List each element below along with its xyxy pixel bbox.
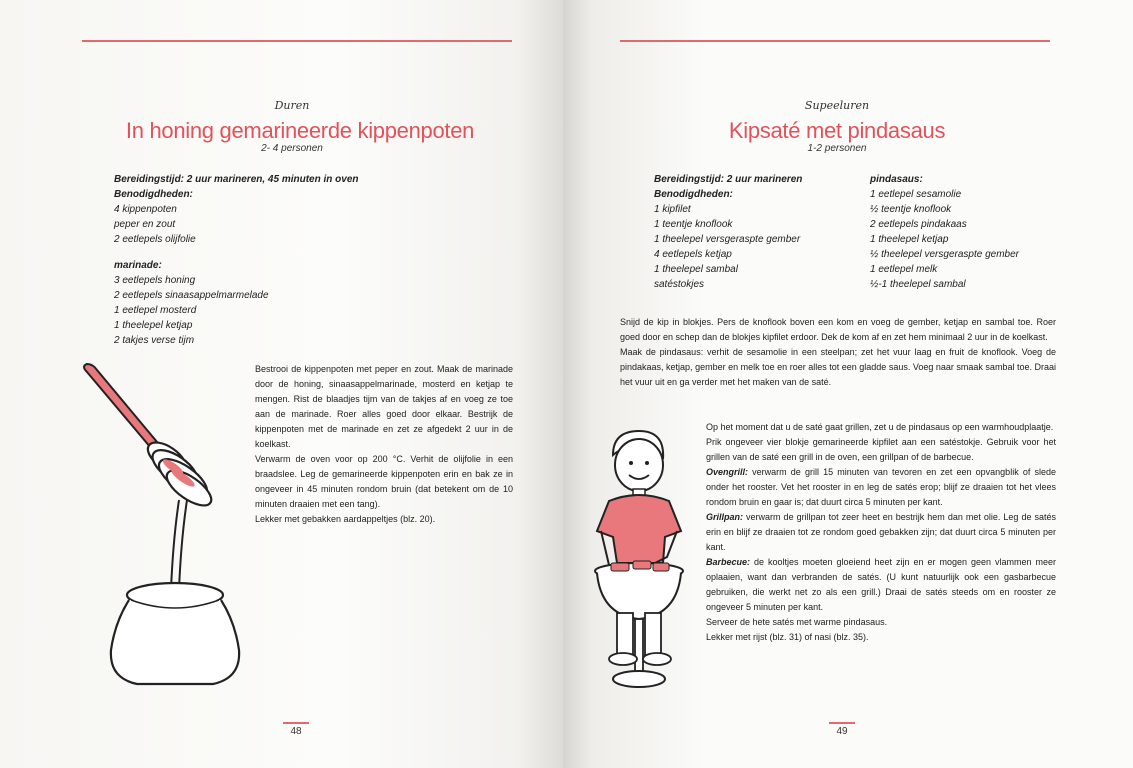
- ingredient: 1 theelepel sambal: [654, 264, 738, 275]
- ingredient: 2 eetlepels olijfolie: [114, 234, 196, 245]
- category-label: Duren: [274, 99, 310, 112]
- step: Prik ongeveer vier blokje gemarineerde kipfilet aan een satéstokje. Gebruik voor het grillen van de saté een grill in de oven, een grillpan of de barbecue.: [706, 437, 1056, 462]
- honey-pot-illustration: [75, 360, 245, 690]
- needed-label: Benodigdheden:: [114, 189, 193, 200]
- page-number-bar: [829, 722, 855, 724]
- prep-time: Bereidingstijd: 2 uur marineren: [654, 174, 803, 185]
- servings: 2- 4 personen: [261, 143, 323, 154]
- ingredient: peper en zout: [114, 219, 176, 230]
- step-bbq: [706, 555, 1056, 615]
- step: Op het moment dat u de saté gaat grillen, zet u de pindasaus op een warmhoudplaatje.: [706, 422, 1054, 432]
- ingredient: 1 teentje knoflook: [654, 219, 733, 230]
- ingredient: 1 eetlepel sesamolie: [870, 189, 962, 200]
- recipe-title: In honing gemarineerde kippenpoten: [125, 118, 475, 143]
- left-page: [0, 0, 563, 768]
- sauce-label: pindasaus:: [870, 174, 923, 185]
- ingredients-block: [654, 172, 864, 292]
- page-number: [276, 722, 316, 737]
- top-rule: [620, 40, 1050, 42]
- prep-time: Bereidingstijd: 2 uur marineren, 45 minuten in oven: [114, 174, 359, 185]
- oven-text: verwarm de grill 15 minuten van tevoren en zet een opvangblik of slede onder het rooster. Vet het rooster in en leg de satés erop; blijf ze draaien tot het vlees rondom bruin en gaar is; dat duurt circa 5 minuten per kant.: [706, 467, 1056, 507]
- boy-barbecue-illustration: [591, 425, 703, 695]
- ingredient: 4 eetlepels ketjap: [654, 249, 732, 260]
- paragraph: Snijd de kip in blokjes. Pers de knoflook boven een kom en voeg de gember, ketjap en sambal toe. Roer goed door en schep dan de blokjes kipfilet erdoor. Dek de kom af en zet hem minimaal 2 uur in de koelkast.: [620, 317, 1056, 342]
- step-oven: [706, 465, 1056, 510]
- method-text: [706, 420, 1056, 645]
- pan-text: verwarm de grillpan tot zeer heet en bestrijk hem dan met olie. Leg de satés erin en blijf ze draaien tot ze rondom goed gebakken zijn; dat duurt circa 5 minuten per kant.: [706, 512, 1056, 552]
- ingredient: ½ teentje knoflook: [870, 204, 952, 215]
- recipe-title: Kipsaté met pindasaus: [728, 118, 946, 143]
- page-number-bar: [283, 722, 309, 724]
- step-pan: [706, 510, 1056, 555]
- ingredients-block: [114, 172, 444, 348]
- ingredient: 2 eetlepels pindakaas: [870, 219, 967, 230]
- ingredient: satéstokjes: [654, 279, 705, 290]
- ingredient: 2 takjes verse tijm: [114, 335, 195, 346]
- ingredient: 1 theelepel ketjap: [870, 234, 949, 245]
- serve-text: Serveer de hete satés met warme pindasaus.: [706, 617, 888, 627]
- ingredient: 1 theelepel ketjap: [114, 320, 193, 331]
- page-number-text: 48: [290, 726, 302, 737]
- right-page: [563, 0, 1133, 768]
- top-rule: [82, 40, 512, 42]
- ingredient: ½-1 theelepel sambal: [870, 279, 966, 290]
- step: Lekker met gebakken aardappeltjes (blz. 20).: [255, 514, 436, 524]
- marinade-label: marinade:: [114, 260, 162, 271]
- sauce-block: [870, 172, 1070, 292]
- step: Verwarm de oven voor op 200 °C. Verhit de olijfolie in een braadslee. Leg de gemarineerde kippenpoten erin en bak ze in ongeveer in 45 minuten rondom bruin (dat betekent om de 10 minuten draaien met een tang).: [255, 454, 513, 509]
- page-number-text: 49: [836, 726, 848, 737]
- needed-label: Benodigdheden:: [654, 189, 733, 200]
- category-label: Supeeluren: [804, 99, 870, 112]
- intro-text: [620, 315, 1056, 390]
- bbq-text: de kooltjes moeten gloeiend heet zijn en er mogen geen vlammen meer oplaaien, want dan verbranden de satés. (U kunt natuurlijk ook een gasbarbecue gebruiken, die werkt net zo als een grill.) Draai de satés steeds om en rooster ze ongeveer 5 minuten per kant.: [706, 557, 1056, 612]
- serve-text-2: Lekker met rijst (blz. 31) of nasi (blz. 35).: [706, 632, 869, 642]
- ingredient: 4 kippenpoten: [114, 204, 177, 215]
- ingredient: 3 eetlepels honing: [114, 275, 196, 286]
- ingredient: 1 eetlepel mosterd: [114, 305, 197, 316]
- method-text: [255, 362, 513, 527]
- servings: 1-2 personen: [807, 143, 867, 154]
- page-number: [822, 722, 862, 737]
- ingredient: 2 eetlepels sinaasappelmarmelade: [114, 290, 269, 301]
- ingredient: ½ theelepel versgeraspte gember: [870, 249, 1019, 260]
- oven-label: Ovengrill:: [706, 467, 749, 477]
- bbq-label: Barbecue:: [706, 557, 751, 567]
- pan-label: Grillpan:: [706, 512, 744, 522]
- ingredient: 1 eetlepel melk: [870, 264, 938, 275]
- ingredient: 1 theelepel versgeraspte gember: [654, 234, 801, 245]
- paragraph: Maak de pindasaus: verhit de sesamolie in een steelpan; zet het vuur laag en fruit de knoflook. Voeg de pindakaas, ketjap, gember en melk toe en roer alles tot een gladde saus. Voeg naar smaak sambal toe. Draai het vuur uit en ga verder met het maken van de saté.: [620, 347, 1056, 387]
- ingredient: 1 kipfilet: [654, 204, 691, 215]
- step: Bestrooi de kippenpoten met peper en zout. Maak de marinade door de honing, sinaasappelmarinade, mosterd en ketjap te mengen. Rist de blaadjes tijm van de takjes af en voeg ze toe aan de marinade. Roer alles goed door elkaar. Bestrijk de kippenpoten met de marinade en zet ze afgedekt 2 uur in de koelkast.: [255, 364, 513, 449]
